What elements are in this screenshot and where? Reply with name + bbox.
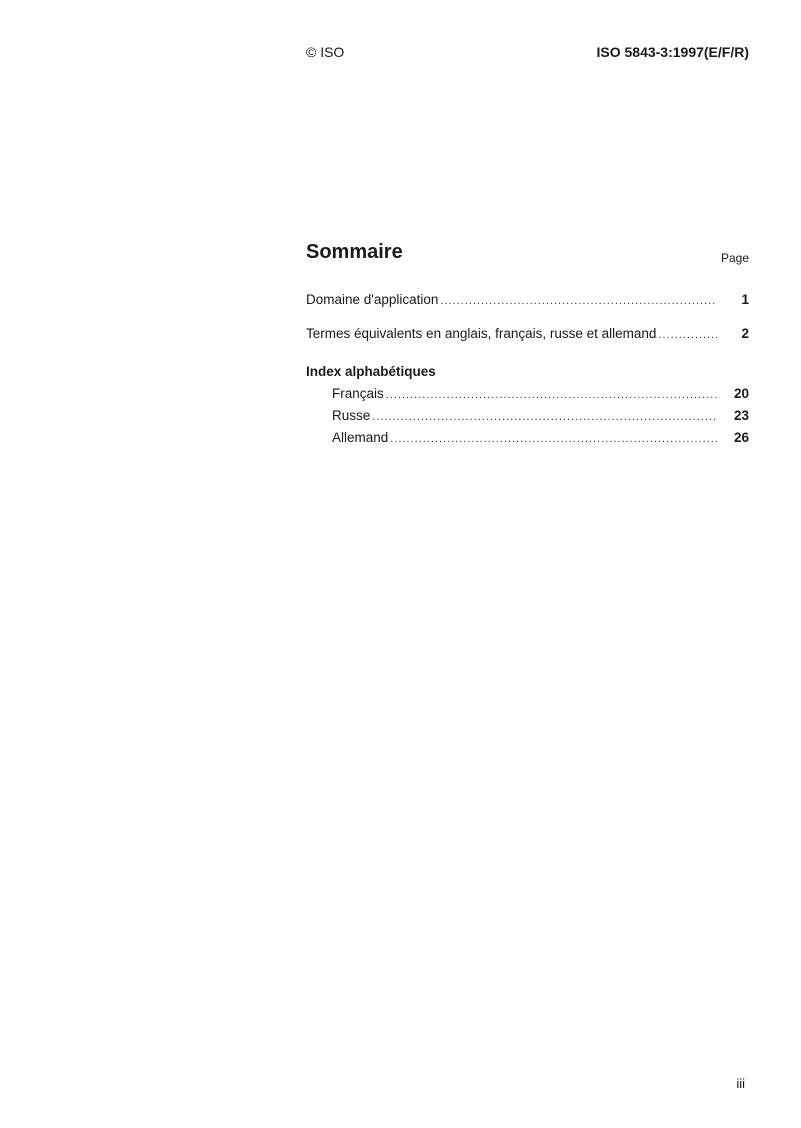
toc-entry-page: 20 — [733, 386, 749, 401]
footer-page-number: iii — [736, 1076, 745, 1091]
toc-leader — [386, 389, 717, 401]
header-document-id: ISO 5843-3:1997(E/F/R) — [596, 44, 749, 60]
toc-entry[interactable] — [306, 292, 749, 314]
toc-subentry[interactable] — [306, 430, 749, 452]
table-of-contents — [306, 292, 749, 452]
header-copyright: © ISO — [306, 44, 345, 60]
toc-entry-label: Domaine d'application — [306, 292, 439, 307]
toc-entry-label: Français — [332, 386, 384, 401]
toc-leader — [440, 295, 717, 307]
toc-leader — [390, 433, 717, 445]
toc-entry-page: 23 — [733, 408, 749, 423]
toc-entry-page: 2 — [741, 326, 749, 341]
page-title: Sommaire — [306, 241, 403, 263]
toc-entry-label: Allemand — [332, 430, 389, 445]
toc-subentry[interactable] — [306, 386, 749, 408]
toc-entry[interactable] — [306, 326, 749, 348]
toc-subentry[interactable] — [306, 408, 749, 430]
toc-leader — [658, 329, 717, 341]
toc-entry-label: Termes équivalents en anglais, français, russe et allemand — [306, 326, 657, 341]
toc-entry-label: Russe — [332, 408, 371, 423]
toc-leader — [372, 411, 717, 423]
index-section-heading: Index alphabétiques — [306, 364, 436, 379]
toc-entry-page: 1 — [741, 292, 749, 307]
toc-entry-page: 26 — [733, 430, 749, 445]
page-column-label: Page — [720, 251, 749, 265]
